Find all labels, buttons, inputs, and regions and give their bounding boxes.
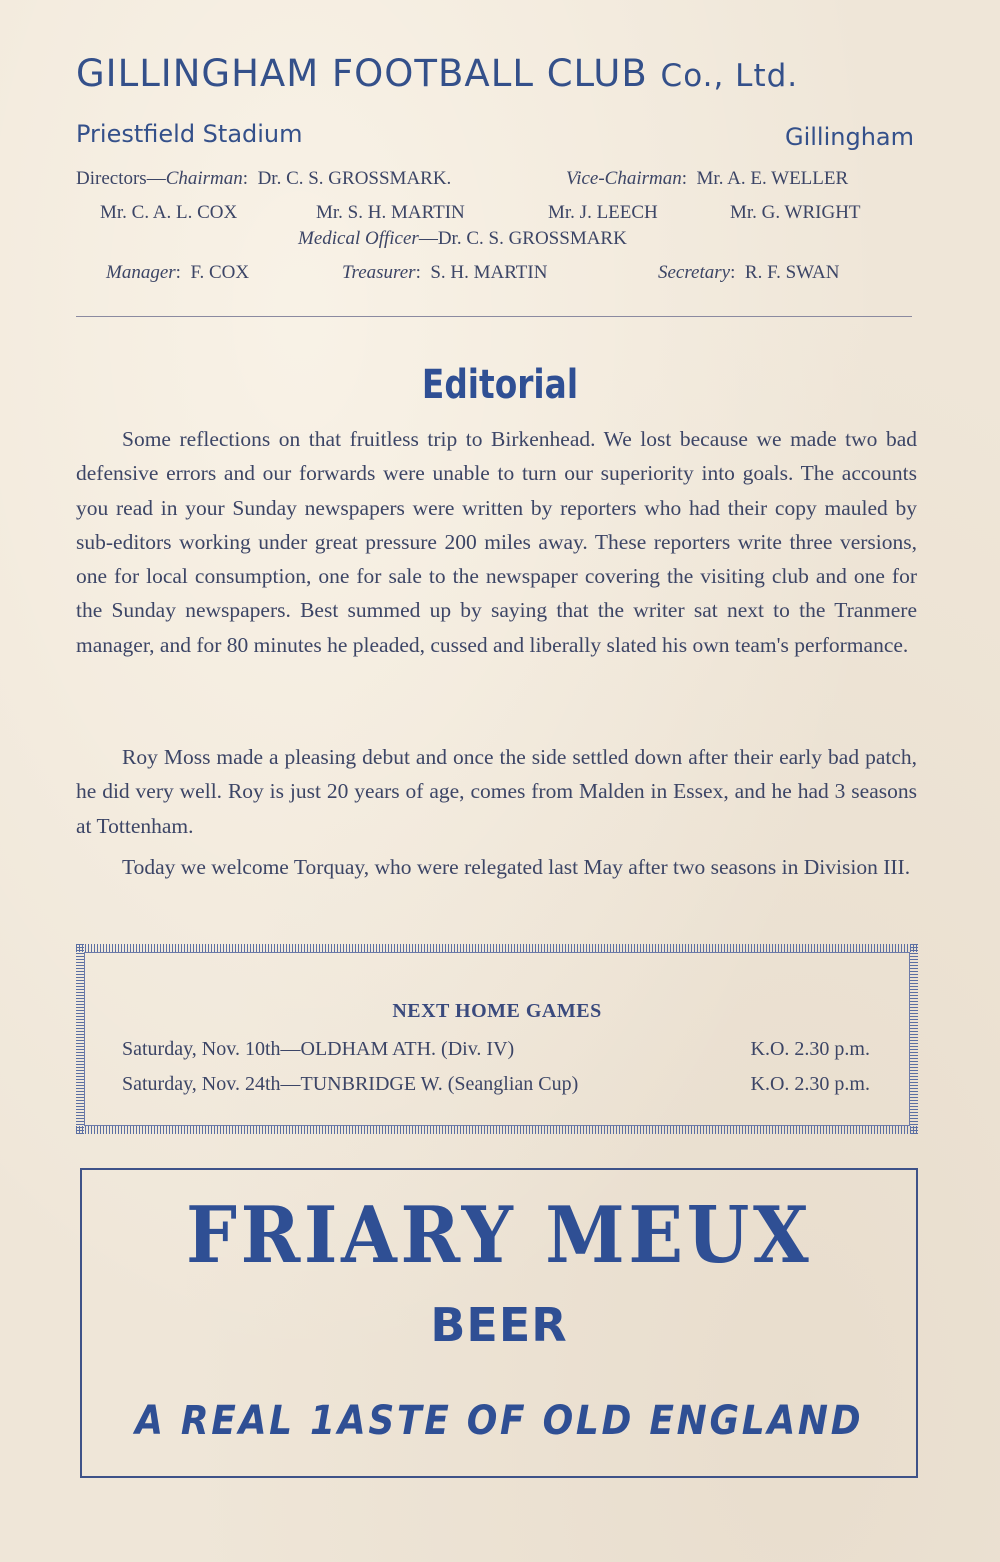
directors-label: Directors— bbox=[76, 168, 166, 189]
director-name: Mr. G. WRIGHT bbox=[730, 202, 861, 223]
editorial-paragraph: Today we welcome Torquay, who were relegated last May after two seasons in Division III. bbox=[122, 855, 911, 879]
chairman-name: Dr. C. S. GROSSMARK. bbox=[257, 168, 452, 189]
town-name: Gillingham bbox=[784, 123, 914, 151]
vice-chairman-role: Vice-Chairman bbox=[566, 168, 682, 189]
next-home-games-box bbox=[76, 944, 918, 1134]
vice-chairman-line: Vice-Chairman: Mr. A. E. WELLER bbox=[566, 168, 849, 189]
director-name: Mr. S. H. MARTIN bbox=[316, 202, 465, 223]
secretary-name: R. F. SWAN bbox=[744, 262, 840, 283]
club-suffix: Co., Ltd. bbox=[660, 58, 799, 94]
game-fixture: Saturday, Nov. 10th—OLDHAM ATH. (Div. IV) bbox=[122, 1038, 515, 1060]
game-row bbox=[122, 1038, 870, 1061]
next-home-games-title: NEXT HOME GAMES bbox=[392, 1000, 602, 1022]
header-divider bbox=[76, 316, 912, 317]
medical-officer-name: —Dr. C. S. GROSSMARK bbox=[418, 228, 627, 249]
secretary-role: Secretary bbox=[658, 262, 731, 283]
club-title bbox=[76, 52, 916, 95]
vice-chairman-name: Mr. A. E. WELLER bbox=[696, 168, 849, 189]
manager-line: Manager: F. COX bbox=[106, 262, 250, 283]
chairman-role: Chairman bbox=[165, 168, 243, 189]
club-name: GILLINGHAM FOOTBALL CLUB bbox=[76, 52, 648, 95]
treasurer-name: S. H. MARTIN bbox=[430, 262, 548, 283]
director-name: Mr. C. A. L. COX bbox=[100, 202, 238, 223]
game-kickoff: K.O. 2.30 p.m. bbox=[750, 1073, 870, 1095]
advert-product: BEER bbox=[430, 1298, 568, 1352]
secretary-line: Secretary: R. F. SWAN bbox=[658, 262, 840, 283]
director-name: Mr. J. LEECH bbox=[548, 202, 658, 223]
beer-advert bbox=[80, 1168, 918, 1478]
game-kickoff: K.O. 2.30 p.m. bbox=[750, 1038, 870, 1060]
game-fixture: Saturday, Nov. 24th—TUNBRIDGE W. (Seanglian Cup) bbox=[122, 1073, 579, 1095]
medical-officer-line bbox=[298, 228, 627, 250]
medical-officer-role: Medical Officer bbox=[298, 228, 419, 249]
editorial-paragraph: Some reflections on that fruitless trip to Birkenhead. We lost because we made two bad defensive errors and our forwards were unable to turn our superiority into goals. The accounts you read in your Sunday newspapers were written by reporters who had their copy mauled by sub-editors working under great pressure 200 miles away. These reporters write three versions, one for local consumption, one for sale to the newspaper covering the visiting club and one for the Sunday newspapers. Best summed up by saying that the writer sat next to the Tranmere manager, and for 80 minutes he pleaded, cussed and liberally slated his own team's performance. bbox=[76, 427, 917, 657]
treasurer-role: Treasurer bbox=[342, 262, 416, 283]
stadium-name: Priestfield Stadium bbox=[76, 120, 303, 148]
advert-slogan: A REAL 1ASTE OF OLD ENGLAND bbox=[135, 1398, 864, 1444]
treasurer-line: Treasurer: S. H. MARTIN bbox=[342, 262, 548, 283]
manager-role: Manager bbox=[106, 262, 176, 283]
game-row bbox=[122, 1073, 870, 1096]
advert-brand: FRIARY MEUX bbox=[185, 1190, 813, 1281]
editorial-paragraph: Roy Moss made a pleasing debut and once the side settled down after their early bad patch, he did very well. Roy is just 20 years of age, comes from Malden in Essex, and he had 3 seasons at Tottenham. bbox=[76, 745, 917, 838]
manager-name: F. COX bbox=[190, 262, 250, 283]
editorial-heading: Editorial bbox=[421, 362, 579, 408]
directors-line: Directors—Chairman: Dr. C. S. GROSSMARK. bbox=[76, 168, 452, 189]
